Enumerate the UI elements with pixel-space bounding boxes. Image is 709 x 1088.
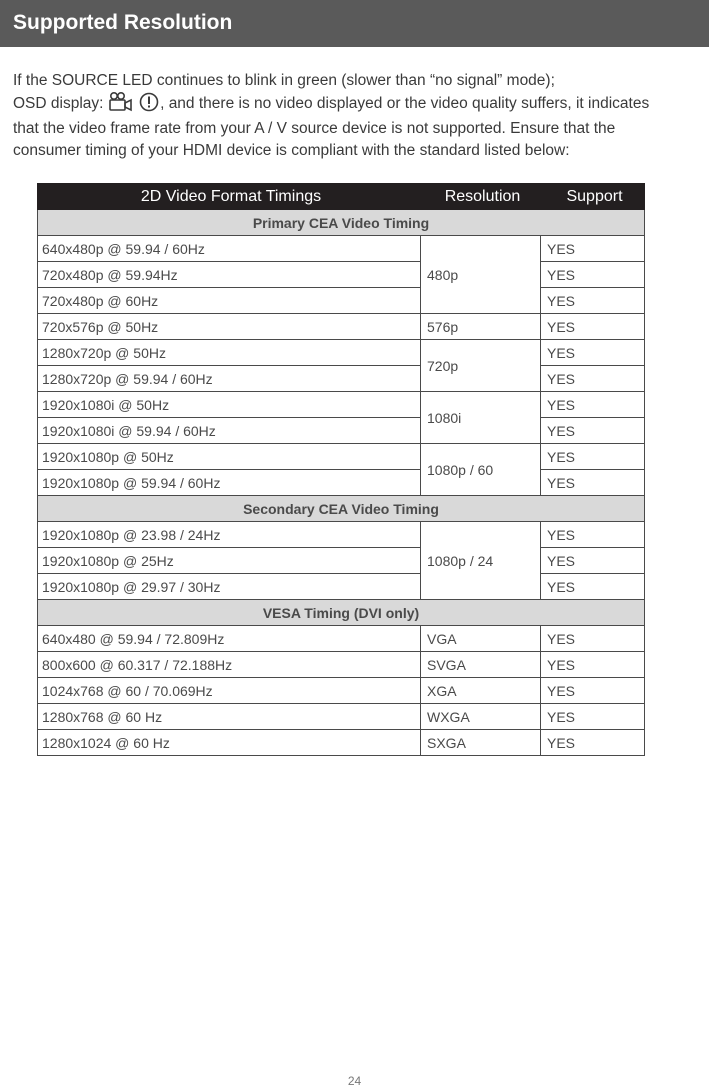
support-cell: YES (541, 548, 645, 574)
intro-line-4: consumer timing of your HDMI device is compliant with the standard listed below: (13, 141, 570, 159)
resolution-cell: 1080i (421, 392, 541, 444)
format-cell: 1280x720p @ 59.94 / 60Hz (38, 366, 421, 392)
format-cell: 1024x768 @ 60 / 70.069Hz (38, 678, 421, 704)
section-row (38, 210, 645, 236)
table-row (38, 314, 645, 340)
table-row (38, 574, 645, 600)
resolution-cell: WXGA (421, 704, 541, 730)
resolution-cell: 480p (421, 236, 541, 314)
support-cell: YES (541, 574, 645, 600)
page-number: 24 (347, 1074, 362, 1088)
section-vesa: VESA Timing (DVI only) (38, 600, 645, 626)
video-camera-icon (108, 92, 134, 119)
format-cell: 800x600 @ 60.317 / 72.188Hz (38, 652, 421, 678)
section-row (38, 600, 645, 626)
support-cell: YES (541, 470, 645, 496)
format-cell: 1920x1080i @ 50Hz (38, 392, 421, 418)
format-cell: 1920x1080p @ 23.98 / 24Hz (38, 522, 421, 548)
support-cell: YES (541, 652, 645, 678)
support-cell: YES (541, 392, 645, 418)
resolution-cell: SXGA (421, 730, 541, 756)
table-row (38, 392, 645, 418)
format-cell: 1920x1080p @ 25Hz (38, 548, 421, 574)
table-row (38, 366, 645, 392)
support-cell: YES (541, 444, 645, 470)
format-cell: 720x576p @ 50Hz (38, 314, 421, 340)
resolution-cell: SVGA (421, 652, 541, 678)
warning-circle-icon (138, 92, 160, 119)
support-cell: YES (541, 236, 645, 262)
table-header-row (38, 184, 645, 210)
support-cell: YES (541, 730, 645, 756)
format-cell: 1920x1080i @ 59.94 / 60Hz (38, 418, 421, 444)
format-cell: 1920x1080p @ 29.97 / 30Hz (38, 574, 421, 600)
resolution-table-container (37, 183, 644, 756)
table-row (38, 704, 645, 730)
table-row (38, 262, 645, 288)
support-cell: YES (541, 340, 645, 366)
table-row (38, 548, 645, 574)
section-secondary: Secondary CEA Video Timing (38, 496, 645, 522)
support-cell: YES (541, 262, 645, 288)
section-primary: Primary CEA Video Timing (38, 210, 645, 236)
table-row (38, 444, 645, 470)
support-cell: YES (541, 366, 645, 392)
support-cell: YES (541, 314, 645, 340)
format-cell: 720x480p @ 59.94Hz (38, 262, 421, 288)
table-row (38, 236, 645, 262)
intro-paragraph (13, 70, 693, 161)
format-cell: 1280x1024 @ 60 Hz (38, 730, 421, 756)
support-cell: YES (541, 522, 645, 548)
section-row (38, 496, 645, 522)
table-row (38, 678, 645, 704)
table-row (38, 652, 645, 678)
format-cell: 1920x1080p @ 59.94 / 60Hz (38, 470, 421, 496)
format-cell: 1920x1080p @ 50Hz (38, 444, 421, 470)
support-cell: YES (541, 288, 645, 314)
support-cell: YES (541, 418, 645, 444)
table-row (38, 730, 645, 756)
support-cell: YES (541, 704, 645, 730)
format-cell: 640x480 @ 59.94 / 72.809Hz (38, 626, 421, 652)
table-row (38, 522, 645, 548)
intro-line-1: If the SOURCE LED continues to blink in green (slower than “no signal” mode); (13, 72, 555, 89)
support-cell: YES (541, 626, 645, 652)
header-resolution: Resolution (421, 184, 541, 210)
osd-display-label: OSD display: (13, 94, 104, 112)
table-row (38, 626, 645, 652)
resolution-cell: 1080p / 60 (421, 444, 541, 496)
resolution-cell: XGA (421, 678, 541, 704)
format-cell: 640x480p @ 59.94 / 60Hz (38, 236, 421, 262)
resolution-table (37, 183, 645, 756)
table-row (38, 418, 645, 444)
support-cell: YES (541, 678, 645, 704)
resolution-cell: 576p (421, 314, 541, 340)
resolution-cell: 720p (421, 340, 541, 392)
header-format: 2D Video Format Timings (38, 184, 421, 210)
format-cell: 1280x768 @ 60 Hz (38, 704, 421, 730)
table-row (38, 470, 645, 496)
resolution-cell: VGA (421, 626, 541, 652)
table-row (38, 288, 645, 314)
header-support: Support (541, 184, 645, 210)
page-title: Supported Resolution (13, 11, 233, 34)
page-header (0, 0, 709, 47)
table-row (38, 340, 645, 366)
intro-line-3: that the video frame rate from your A / V source device is not supported. Ensure that the (13, 120, 616, 137)
resolution-cell: 1080p / 24 (421, 522, 541, 600)
osd-display-suffix: , and there is no video displayed or the video quality suffers, it indicates (160, 94, 650, 112)
format-cell: 1280x720p @ 50Hz (38, 340, 421, 366)
format-cell: 720x480p @ 60Hz (38, 288, 421, 314)
